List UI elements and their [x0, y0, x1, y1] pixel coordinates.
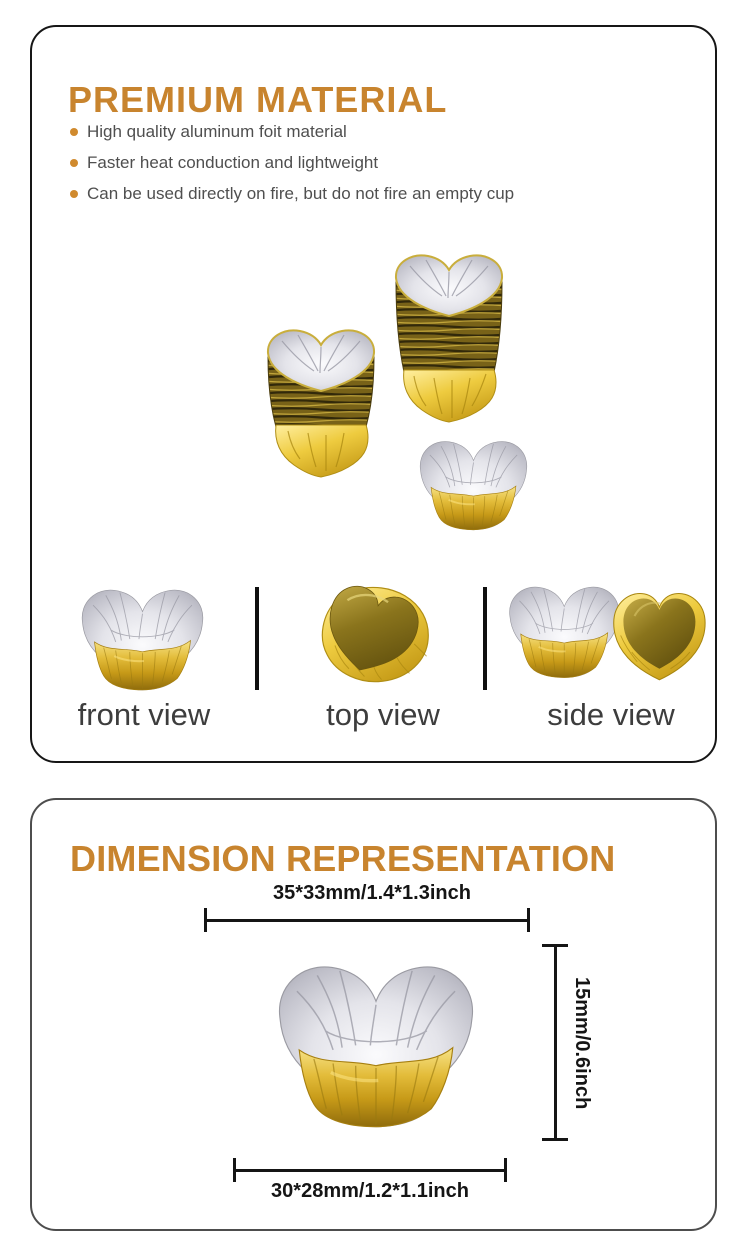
top-dimension-line — [205, 919, 530, 922]
bottom-dimension-line — [234, 1169, 507, 1172]
view-divider — [255, 587, 259, 690]
height-dimension-tick-top — [542, 944, 568, 947]
feature-list — [70, 123, 514, 216]
feature-text: Faster heat conduction and lightweight — [87, 153, 379, 172]
top-dimension-tick-right — [527, 908, 530, 932]
bottom-width-dimension: 30*28mm/1.2*1.1inch — [271, 1180, 469, 1202]
dimension-title: DIMENSION REPRESENTATION — [70, 838, 616, 880]
front-view-image — [70, 577, 215, 697]
front-view-label: front view — [77, 697, 211, 732]
top-dimension-tick-left — [204, 908, 207, 932]
top-view-label: top view — [326, 697, 440, 732]
feature-item — [70, 185, 514, 203]
side-view-image — [500, 560, 715, 695]
bottom-dimension-tick-left — [233, 1158, 236, 1182]
top-view-image — [300, 560, 446, 692]
height-dimension-line — [554, 945, 557, 1140]
dimension-card — [30, 798, 717, 1231]
feature-text: High quality aluminum foit material — [87, 122, 347, 141]
premium-material-title: PREMIUM MATERIAL — [68, 79, 448, 121]
feature-text: Can be used directly on fire, but do not fire an empty cup — [87, 184, 515, 203]
bullet-dot-icon — [70, 128, 78, 136]
side-view-label: side view — [547, 697, 675, 732]
dimension-product-image — [240, 946, 512, 1138]
height-dimension-tick-bottom — [542, 1138, 568, 1141]
bullet-dot-icon — [70, 190, 78, 198]
premium-material-card — [30, 25, 717, 763]
height-dimension: 15mm/0.6inch — [571, 976, 593, 1110]
bottom-dimension-tick-right — [504, 1158, 507, 1182]
bullet-dot-icon — [70, 159, 78, 167]
product-photo-stacks — [250, 242, 550, 542]
view-divider — [483, 587, 487, 690]
feature-item — [70, 154, 514, 172]
top-width-dimension: 35*33mm/1.4*1.3inch — [273, 882, 471, 904]
feature-item — [70, 123, 514, 141]
